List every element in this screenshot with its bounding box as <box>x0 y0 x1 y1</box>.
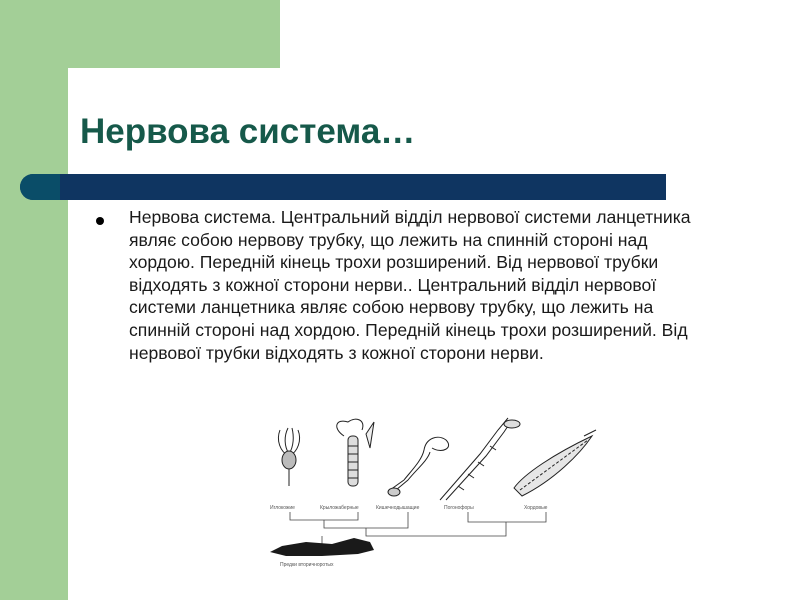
slide-title: Нервова система… <box>80 112 416 151</box>
label-echinoderms: Иглокожие <box>270 505 295 511</box>
green-side-band <box>0 0 68 600</box>
pogonophoran-drawing <box>440 418 520 500</box>
label-hemichordates: Кишечнодышащие <box>376 505 420 511</box>
pterobranch-drawing <box>337 419 374 486</box>
label-pogonophora: Погонофоры <box>444 505 474 511</box>
phylogeny-illustration <box>262 410 600 574</box>
label-pterobranchs: Крыложаберные <box>320 505 359 511</box>
bullet-icon <box>96 217 104 225</box>
lancelet-drawing <box>514 430 596 496</box>
echinoderm-drawing <box>278 428 299 486</box>
label-chordates: Хордовые <box>524 505 548 511</box>
phylogeny-figure <box>262 410 600 574</box>
phylogeny-tree-lines <box>290 512 546 544</box>
title-bar-tip <box>20 174 60 200</box>
green-top-band <box>0 0 280 68</box>
title-underline-bar <box>20 174 666 200</box>
bullet-text: Нервова система. Центральний відділ нервової системи ланцетника являє собою нервову трубку, що лежить на спинній стороні над хордою. Передній кінець трохи розширений. Від нервової трубки відходять з кожної сторони нерви.. Центральний відділ нервової системи ланцетника являє собою нервову трубку, що лежить на спинній стороні над хордою. Передній кінець трохи розширений. Від нервової трубки відходять з кожної сторони нерви. <box>129 207 691 363</box>
label-ancestors: Предки вторичноротых <box>280 562 334 568</box>
acorn-worm-drawing <box>388 437 449 496</box>
bullet-item <box>96 206 696 364</box>
